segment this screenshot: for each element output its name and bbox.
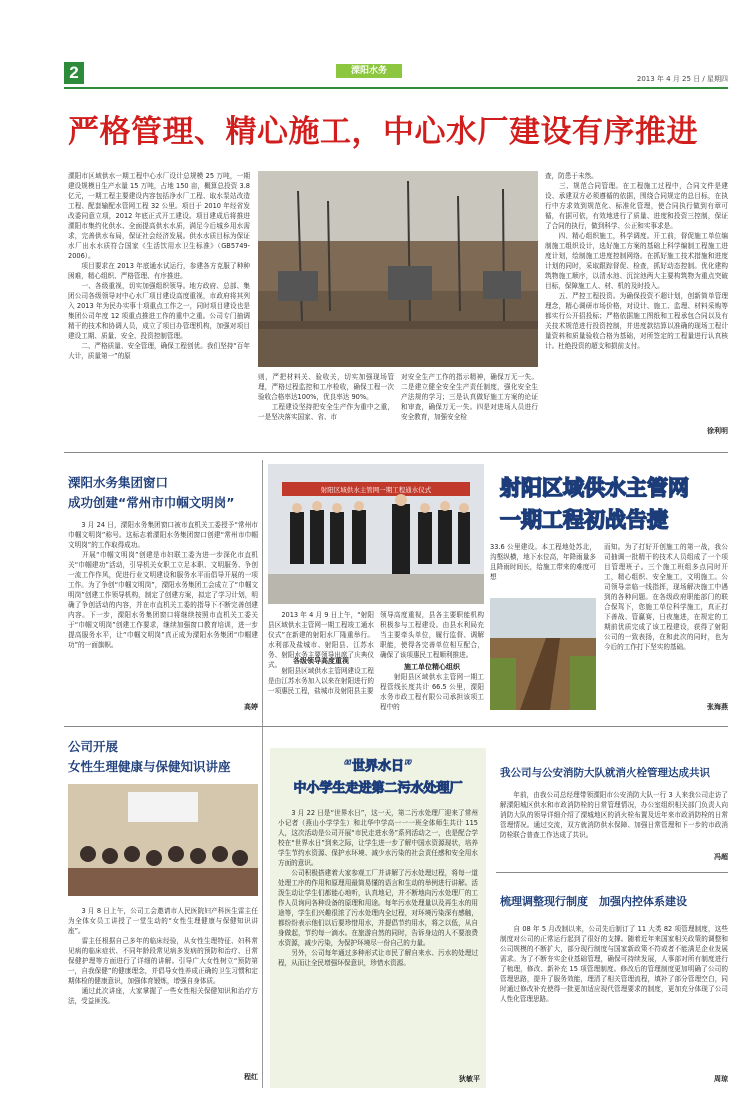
fire-headline: 我公司与公安消防大队就消火栓管理达成共识 bbox=[500, 767, 710, 779]
lecture-photo bbox=[68, 784, 258, 896]
lead-headline: 严格管理、精心施工，中心水厂建设有序推进 bbox=[68, 114, 698, 150]
waterday-author: 狄敏平 bbox=[459, 1075, 480, 1083]
lead-col1: 溧阳市区域供水一期工程中心水厂设计总规模 25 万吨，一期建设规模日生产水量 15 万吨，占地 150 亩，概算总投资 3.8 亿元，一期工程主要建设内容包括净水厂工程、取水泵站改造工程、配套输配水管网工程 32 公里。项目于 2010 年经省发改委同意立项，2012 年底正式开工建设。项目建成后将推进溧阳市集约化供水、全面提高供水水质，满足今后城乡用水需求，完善供水布局，保证社会经济发展。供水水质目标为保证水厂出水水质符合国家《生活饮用水卫生标准》（GB5749-2006）。 项目要求在 2013 年底通水试运行，参建各方克服了种种困难，精心组织、严格管理、有序推进。 一、各级重视，切实加强组织领导。地方政府、总部、集团公司各级领导对中心水厂项目建设高度重视，市政府将其列入 2013 年为民办实事十项重点工作之一，同时项目建设也是集团公司年度 12 项重点推进工作的重中之重。公司专门抽调精干的技术和协调人员，成立了项目办管理机构，加强对项目建设工期、质量、安全、投资控制管理。 二、严格质量、安全管理，确保工程创优。我们坚持“百年大计，质量第一”的原 bbox=[68, 172, 250, 360]
header-date: 2013 年 4 月 25 日 / 星期四 bbox=[636, 75, 728, 83]
fire-author: 冯超 bbox=[714, 853, 728, 861]
ceremony-photo-banner: 射阳区域供水主管网一期工程通水仪式 bbox=[320, 486, 432, 494]
waterday-headline-1: “世界水日” bbox=[343, 759, 413, 774]
section-divider bbox=[64, 452, 728, 453]
header-banner: 溧阳水务 bbox=[336, 64, 402, 78]
ceremony-sub2: 施工单位精心组织 bbox=[404, 663, 460, 671]
lead-col4: 查，防患于未然。 三、规范合同管理。在工程施工过程中，合同文件是建设、承建双方必须遵循的依据，围绕合同规定的总目标，在执行中方求效到规范化、标准化管理，使合同执行做到有章可循，有据可依，有效地进行了质量、进度和投资三控制，保证了合同的执行，做到科学、公正和实事求是。 四、精心组织施工，科学调度。开工前，督促施工单位编制施工组织设计，选好施工方案的基础上科学编制工程施工进度计划，绘制施工进度控制网络。在抓好施工技术措施和进度计划的同时，采取跟踪督促、检查，抓好动态控制。优化建构筑物施工顺序，以清水池、沉淀池两大主要构筑物为重点突破目标，保障施工人、材、机的及时投入。 五、严控工程投资。为确保投资不超计划，创新简单管理理念，精心调研市场价格，对设计、施工、监理、材料采购等都实行公开招投标；严格依据施工图纸和工程承包合同以及有关技术规范进行投资控制，并进度款结算以准确的现场工程计量资料和质量验收合格为基础，对所签定的工程量进行认真核计。杜绝投资的超支和损前支付。 bbox=[545, 172, 728, 350]
header-rule bbox=[64, 87, 728, 89]
page-number-badge: 2 bbox=[64, 62, 84, 84]
window-author: 高婷 bbox=[244, 703, 258, 711]
sheyang-col1: 33.6 公里建设。本工程地处苏北，沟壑纵横，地下水位高，年降雨量多且降雨时间长，给施工带来的难度可想 bbox=[490, 543, 596, 581]
ceremony-col2: 领导高度重视，县各主要职能机构积极参与工程建设。由县水利局充当主要牵头单位，履行监督、调解职能，使得各完善单位相互配合，确保了该项惠民工程顺利推进。 bbox=[380, 611, 484, 659]
column-divider-left bbox=[262, 460, 263, 1088]
sheyang-author: 张海燕 bbox=[707, 703, 728, 711]
window-headline-1: 溧阳水务集团窗口 bbox=[68, 475, 169, 490]
lead-col2: 则，严把材料关、验收关，切实加强现场管理，严格过程监控和工序检收，确保工程一次验收合格率达100%，优良率达 90%。 工程建设坚持把安全生产作为重中之重，一是坚决落实国家、省、市 bbox=[258, 373, 394, 421]
lead-col3: 对安全生产工作的指示精神，确保万无一失。二是建立健全安全生产责任制度，强化安全生产法规的学习；三是认真做好施工方案的论证和审查，确保万无一失。四是对进场人员进行安全教育，加强安全检 bbox=[401, 373, 538, 421]
fire-body: 年前，由我公司总经理带领溧阳市公安消防大队一行 3 人来我公司走访了解溧阳城区供水和市政消防栓的日常管理情况，办公室组织相关部门负责人向消防大队的领导详细介绍了溧城地区的消火栓布置及近年来市政消防栓的日常管理情况。通过交流，双方就消防供水保障、加强日常管理和下一步的市政消防栓联合普查工作达成了共识。 bbox=[500, 791, 728, 839]
window-body: 3 月 24 日，溧阳水务集团窗口被市直机关工委授予“常州市巾帼文明岗”称号。这标志着溧阳水务集团窗口创建“常州市巾帼文明岗”的工作取得成功。 开展“巾帼文明岗”创建是市妇联工委为进一步深化市直机关“巾帼建功”活动，引导机关女职工立足本职、文明服务、争创一流工作作风，促进行业文明建设和服务水平而倡导开展的一项工作。为了争创“巾帼文明岗”，溧阳水务集团工会成立了“巾帼文明岗”创建工作领导机构，制定了创建方案，拟定了学习计划，明确了争创活动的内容，并在市直机关工委的指导下不断完善创建内容。下一步，溧阳水务集团窗口将继续按照市直机关工委关于“巾帼文明岗”创建工作要求，继续加强窗口教育培训，进一步提高服务水平，让“巾帼文明岗”真正成为溧阳水务集团“巾帼建功”的一面旗帜。 bbox=[68, 521, 258, 649]
pipeline-trench-photo bbox=[490, 598, 596, 710]
sheyang-headline-2: 一期工程初战告捷 bbox=[500, 508, 668, 532]
lead-author: 徐利明 bbox=[707, 427, 728, 435]
ceremony-col1: 2013 年 4 月 9 日上午，“射阳县区域供水主管网一期工程竣工通水仪式”在新建的射阳水厂隆重举行。水利部及盐城市、射阳县、江苏水务、射阳水务主要领导出席了庆典仪式。 bbox=[268, 611, 374, 669]
sheyang-col2: 而知。为了打好开创施工的第一战，我公司抽调一批精干的技术人员组成了一个项目管理班子。三个施工班组多点同时开工，精心组织、安全施工，文明施工。公司领导亲临一线指挥，现场解决施工中遇到的各种问题。在各级政府职能部门的联合保驾下，您施工单位科学施工，真正打下善战、管赢赛，日夜施进，在规定的工期前优质完成了该工程建设，获得了射阳公司的一致表扬，在和此次的同时，也为今后的工作打下坚实的基础。 bbox=[604, 543, 728, 651]
sheyang-headline-1: 射阳区域供水主管网 bbox=[500, 476, 689, 500]
window-headline-2: 成功创建“常州市巾帼文明岗” bbox=[68, 495, 235, 510]
health-author: 程红 bbox=[244, 1073, 258, 1081]
health-body: 3 月 8 日上午，公司工会邀请市人民医院妇产科医生雷主任为全体女员工讲授了一堂生动的“女性生理健康与保健知识讲座”。 雷主任根据自己多年的临床经验，从女性生理特征、妇科常见病的临床症状、不同年龄段常见病多发病的预防和治疗、日常保健护理等方面进行了详细的讲解。引导广大女性树立“预防第一，自我保健”的健康理念，并倡导女性养成正确的卫生习惯和定期体检的健康意识，加强体育锻炼，增强自身体质。 通过此次讲座，大家掌握了一些女性相关保健知识和治疗方法，受益匪浅。 bbox=[68, 907, 258, 1005]
system-headline: 梳理调整现行制度 加强内控体系建设 bbox=[500, 895, 687, 908]
health-headline-1: 公司开展 bbox=[68, 739, 119, 754]
ceremony-sub1: 各级领导高度重视 bbox=[293, 657, 349, 665]
ceremony-col2b: 射阳县区域供水主管网一期工程管线长度共计 66.5 公里，溧阳水务市政工程有限公司承担该项工程中的 bbox=[380, 673, 484, 711]
waterday-headline-2: 中小学生走进第二污水处理厂 bbox=[293, 781, 463, 796]
section-divider-2 bbox=[64, 726, 728, 727]
health-headline-2: 女性生理健康与保健知识讲座 bbox=[68, 759, 231, 774]
waterday-body: 3 月 22 日是“世界水日”，这一天，第二污水处理厂迎来了常州小记者（燕山小学学生）和北华中学高一一一班全体师生共计 115 人，这次活动是公司开展“市民走进水务”系列活动之一，也是配合学校在“世界水日”到来之际，让学生进一步了解中国水资源现状，培养学生节约水资源、保护水环境、减少水污染的社会责任感和安全用水方面的意识。 公司积极搭建着大家参观工厂并讲解了污水处理过程，将每一道处理工序的作用和原理用最简易懂的语言和生动的举例进行讲解。活泼生动让学生们都能心地听，认真地记，并不断地向污水处理厂的工作人员询问各种设备的原理和用途。每年污水处理量以及再生水的用途等，学生们兴趣很浓了污水处理内全过程，对环境污染深有感触，都纷纷表示他们以后要珍惜用水，并提倡节约用水，将之以低，从自身做起，节约每一滴水。在旅游自然的同时，告诉身边的人不要浪费水资源，减少污染，为保护环境尽一份自己的力量。 另外，公司每年通过多种形式让市民了解自来水、污水的处理过程，从而让全民增强环保意识，珍惜水资源。 bbox=[278, 809, 478, 967]
system-author: 周琼 bbox=[714, 1075, 728, 1083]
construction-site-photo bbox=[258, 171, 538, 367]
section-divider-3 bbox=[496, 872, 728, 873]
ceremony-col1b: 射阳县区域供水主管网建设工程是由江苏水务加入以来在射阳进行的一项惠民工程，盐城市及射阳县主要 bbox=[268, 667, 374, 695]
system-body: 自 08 年 5 月改制以来，公司先后制订了 11 大类 82 项管理制度，这些制度对公司的正常运行起到了很好的支撑。随着近年来国家相关政策的调整和公司规模的不断扩大，部分现行制度与国家新政策不符或者不能满足企业发展需求。为了不断夯实企业基础管理，确保可持续发展，人事部对所有制度进行了梳理，修改、新补充 15 项管理制度。修改后的管理制度更加明确了公司的管理思路，提升了服务效能，理清了相关管理流程，填补了部分管理空白，同时通过修改补充使得一批更加适应现代管理要求的制度，更加充分体现了公司人性化管理思路。 bbox=[500, 925, 728, 1003]
